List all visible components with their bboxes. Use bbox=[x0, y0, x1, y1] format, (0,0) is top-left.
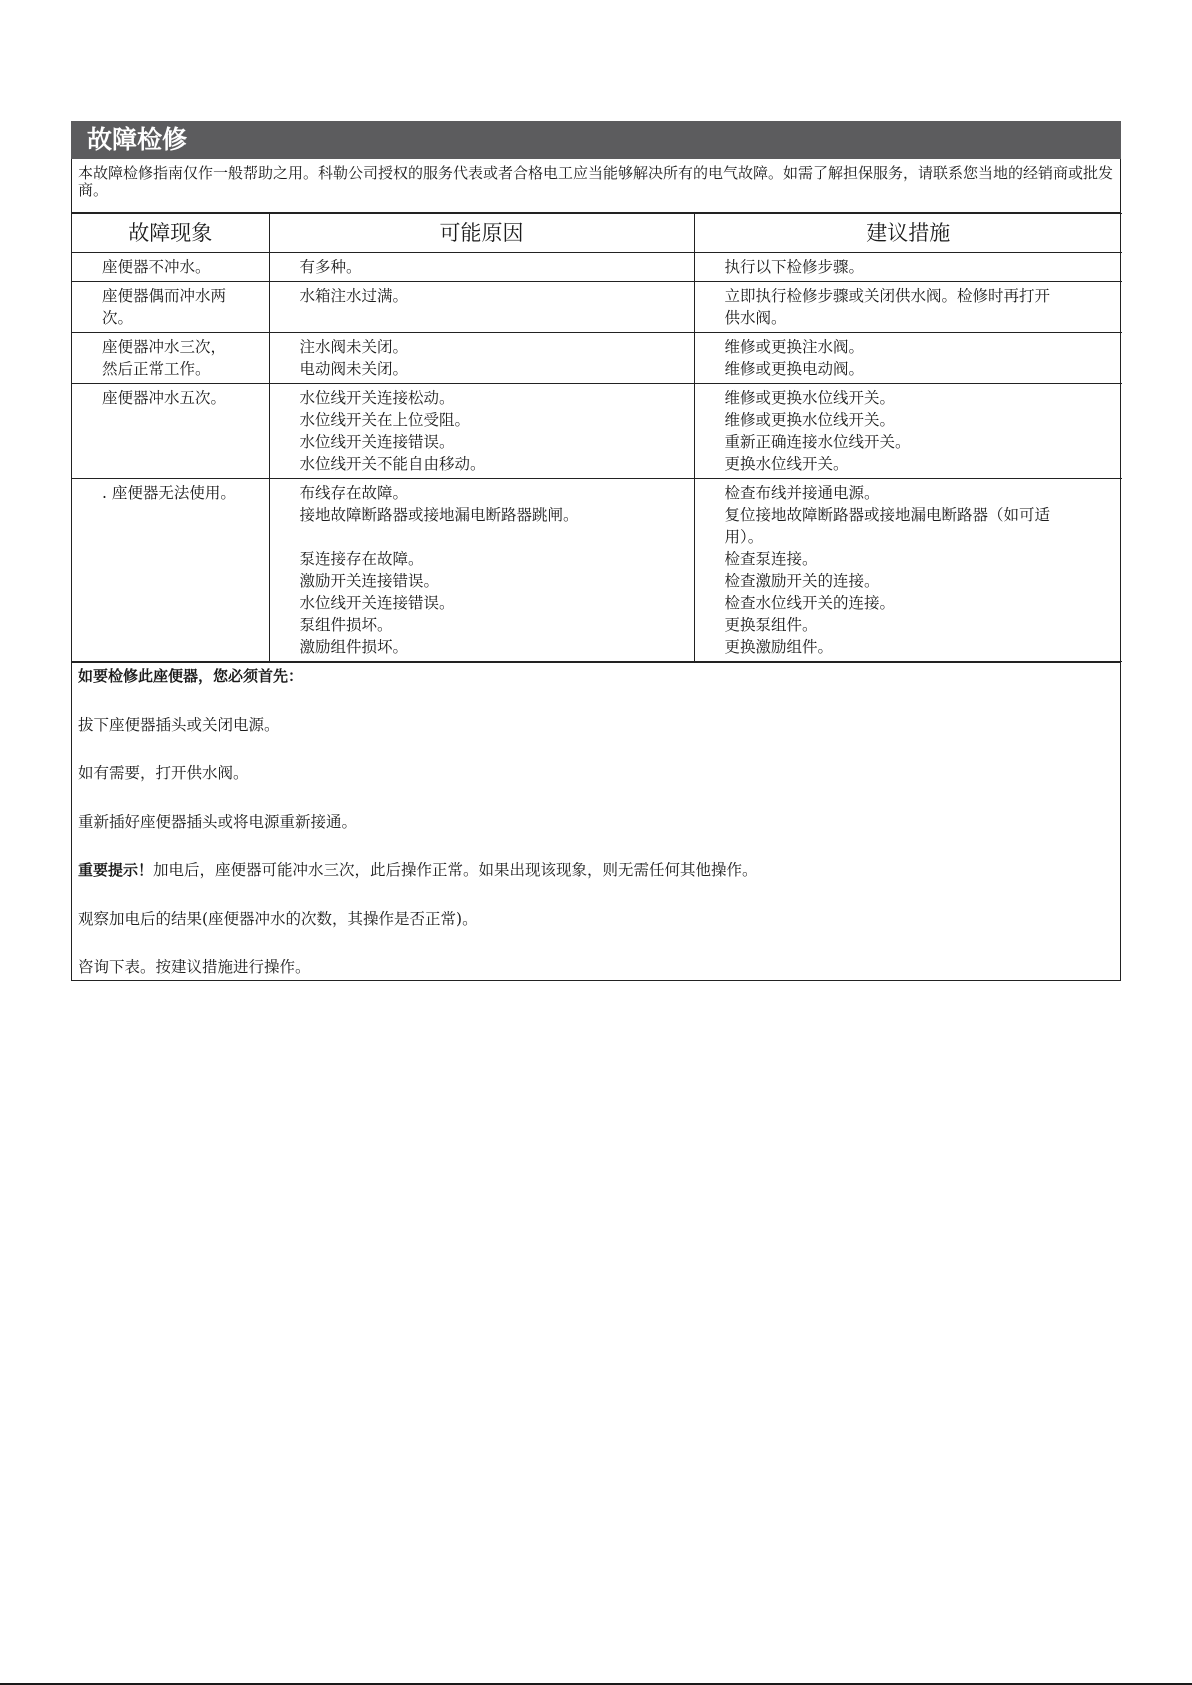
actions-line: 检查泵连接。 bbox=[724, 550, 818, 568]
step-replug: 重新插好座便器插头或将电源重新接通。 bbox=[78, 812, 358, 831]
troubleshooting-section bbox=[71, 121, 1121, 981]
actions-line: 更换泵组件。 bbox=[724, 616, 818, 634]
table-row bbox=[72, 479, 1122, 662]
troubleshooting-table bbox=[72, 213, 1122, 662]
causes-line: 水位线开关连接错误。 bbox=[299, 433, 455, 451]
causes-line: 水位线开关连接错误。 bbox=[299, 594, 455, 612]
actions-line: 立即执行检修步骤或关闭供水阀。检修时再打开 bbox=[724, 287, 1051, 305]
actions-line: 重新正确连接水位线开关。 bbox=[724, 433, 911, 451]
symptom-line: 座便器冲水三次， bbox=[102, 338, 227, 356]
causes-line: 水箱注水过满。 bbox=[299, 287, 409, 305]
symptom-line: 次。 bbox=[102, 309, 134, 327]
causes-line: 激励组件损坏。 bbox=[299, 638, 409, 656]
cell-symptom bbox=[72, 384, 269, 479]
causes-line: 泵连接存在故障。 bbox=[299, 550, 424, 568]
table-row bbox=[72, 282, 1122, 333]
section-title: 故障检修 bbox=[71, 121, 1121, 159]
cell-actions bbox=[694, 253, 1122, 282]
cell-causes bbox=[269, 333, 694, 384]
step-consult: 咨询下表。按建议措施进行操作。 bbox=[78, 958, 311, 976]
cell-actions bbox=[694, 282, 1122, 333]
table-row bbox=[72, 333, 1122, 384]
actions-line: 供水阀。 bbox=[724, 309, 787, 327]
symptom-line: 然后正常工作。 bbox=[102, 360, 211, 378]
actions-line: 检查布线并接通电源。 bbox=[724, 484, 880, 502]
symptom-line: 座便器冲水五次。 bbox=[102, 389, 227, 407]
causes-line: 布线存在故障。 bbox=[299, 484, 409, 502]
cell-causes bbox=[269, 282, 694, 333]
symptom-line: . 座便器无法使用。 bbox=[102, 484, 236, 502]
causes-line bbox=[300, 526, 686, 548]
actions-line: 维修或更换电动阀。 bbox=[724, 360, 865, 378]
important-text: 加电后，座便器可能冲水三次，此后操作正常。如果出现该现象，则无需任何其他操作。 bbox=[153, 861, 758, 879]
causes-line: 有多种。 bbox=[299, 258, 362, 276]
actions-line: 执行以下检修步骤。 bbox=[724, 258, 865, 276]
causes-line: 水位线开关在上位受阻。 bbox=[299, 411, 471, 429]
cell-actions bbox=[694, 384, 1122, 479]
header-cause: 可能原因 bbox=[269, 214, 694, 253]
actions-line: 用）。 bbox=[724, 528, 764, 546]
symptom-line: 座便器偶而冲水两 bbox=[102, 287, 227, 305]
actions-line: 维修或更换水位线开关。 bbox=[724, 411, 896, 429]
actions-line: 复位接地故障断路器或接地漏电断路器（如可适 bbox=[724, 506, 1051, 524]
cell-symptom bbox=[72, 333, 269, 384]
table-row bbox=[72, 253, 1122, 282]
table-header-row bbox=[72, 214, 1122, 253]
actions-line: 检查激励开关的连接。 bbox=[724, 572, 880, 590]
troubleshooting-frame bbox=[71, 159, 1121, 981]
actions-line: 更换水位线开关。 bbox=[724, 455, 849, 473]
header-symptom: 故障现象 bbox=[72, 214, 269, 253]
causes-line: 注水阀未关闭。 bbox=[299, 338, 409, 356]
step-important bbox=[78, 859, 1114, 908]
table-row bbox=[72, 384, 1122, 479]
cell-symptom bbox=[72, 253, 269, 282]
cell-symptom bbox=[72, 282, 269, 333]
actions-line: 检查水位线开关的连接。 bbox=[724, 594, 896, 612]
cell-actions bbox=[694, 479, 1122, 662]
header-action: 建议措施 bbox=[694, 214, 1122, 253]
step-observe: 观察加电后的结果(座便器冲水的次数，其操作是否正常)。 bbox=[78, 909, 478, 928]
step-open-valve: 如有需要，打开供水阀。 bbox=[78, 764, 249, 782]
causes-line: 激励开关连接错误。 bbox=[299, 572, 440, 590]
causes-line: 接地故障断路器或接地漏电断路器跳闸。 bbox=[299, 506, 579, 524]
important-label: 重要提示！ bbox=[78, 861, 154, 879]
causes-line: 电动阀未关闭。 bbox=[299, 360, 409, 378]
cell-causes bbox=[269, 384, 694, 479]
cell-causes bbox=[269, 479, 694, 662]
intro-text: 本故障检修指南仅作一般帮助之用。科勒公司授权的服务代表或者合格电工应当能够解决所有的电气故障。如需了解担保服务，请联系您当地的经销商或批发商。 bbox=[72, 159, 1120, 213]
table-body bbox=[72, 253, 1122, 662]
actions-line: 维修或更换注水阀。 bbox=[724, 338, 865, 356]
causes-line: 水位线开关连接松动。 bbox=[299, 389, 455, 407]
actions-line: 更换激励组件。 bbox=[724, 638, 834, 656]
service-steps bbox=[72, 662, 1120, 980]
step-unplug: 拔下座便器插头或关闭电源。 bbox=[78, 715, 280, 734]
steps-heading: 如要检修此座便器，您必须首先： bbox=[78, 667, 304, 685]
causes-line: 泵组件损坏。 bbox=[299, 616, 393, 634]
actions-line: 维修或更换水位线开关。 bbox=[724, 389, 896, 407]
symptom-line: 座便器不冲水。 bbox=[102, 258, 211, 276]
cell-symptom bbox=[72, 479, 269, 662]
causes-line: 水位线开关不能自由移动。 bbox=[299, 455, 486, 473]
cell-actions bbox=[694, 333, 1122, 384]
cell-causes bbox=[269, 253, 694, 282]
